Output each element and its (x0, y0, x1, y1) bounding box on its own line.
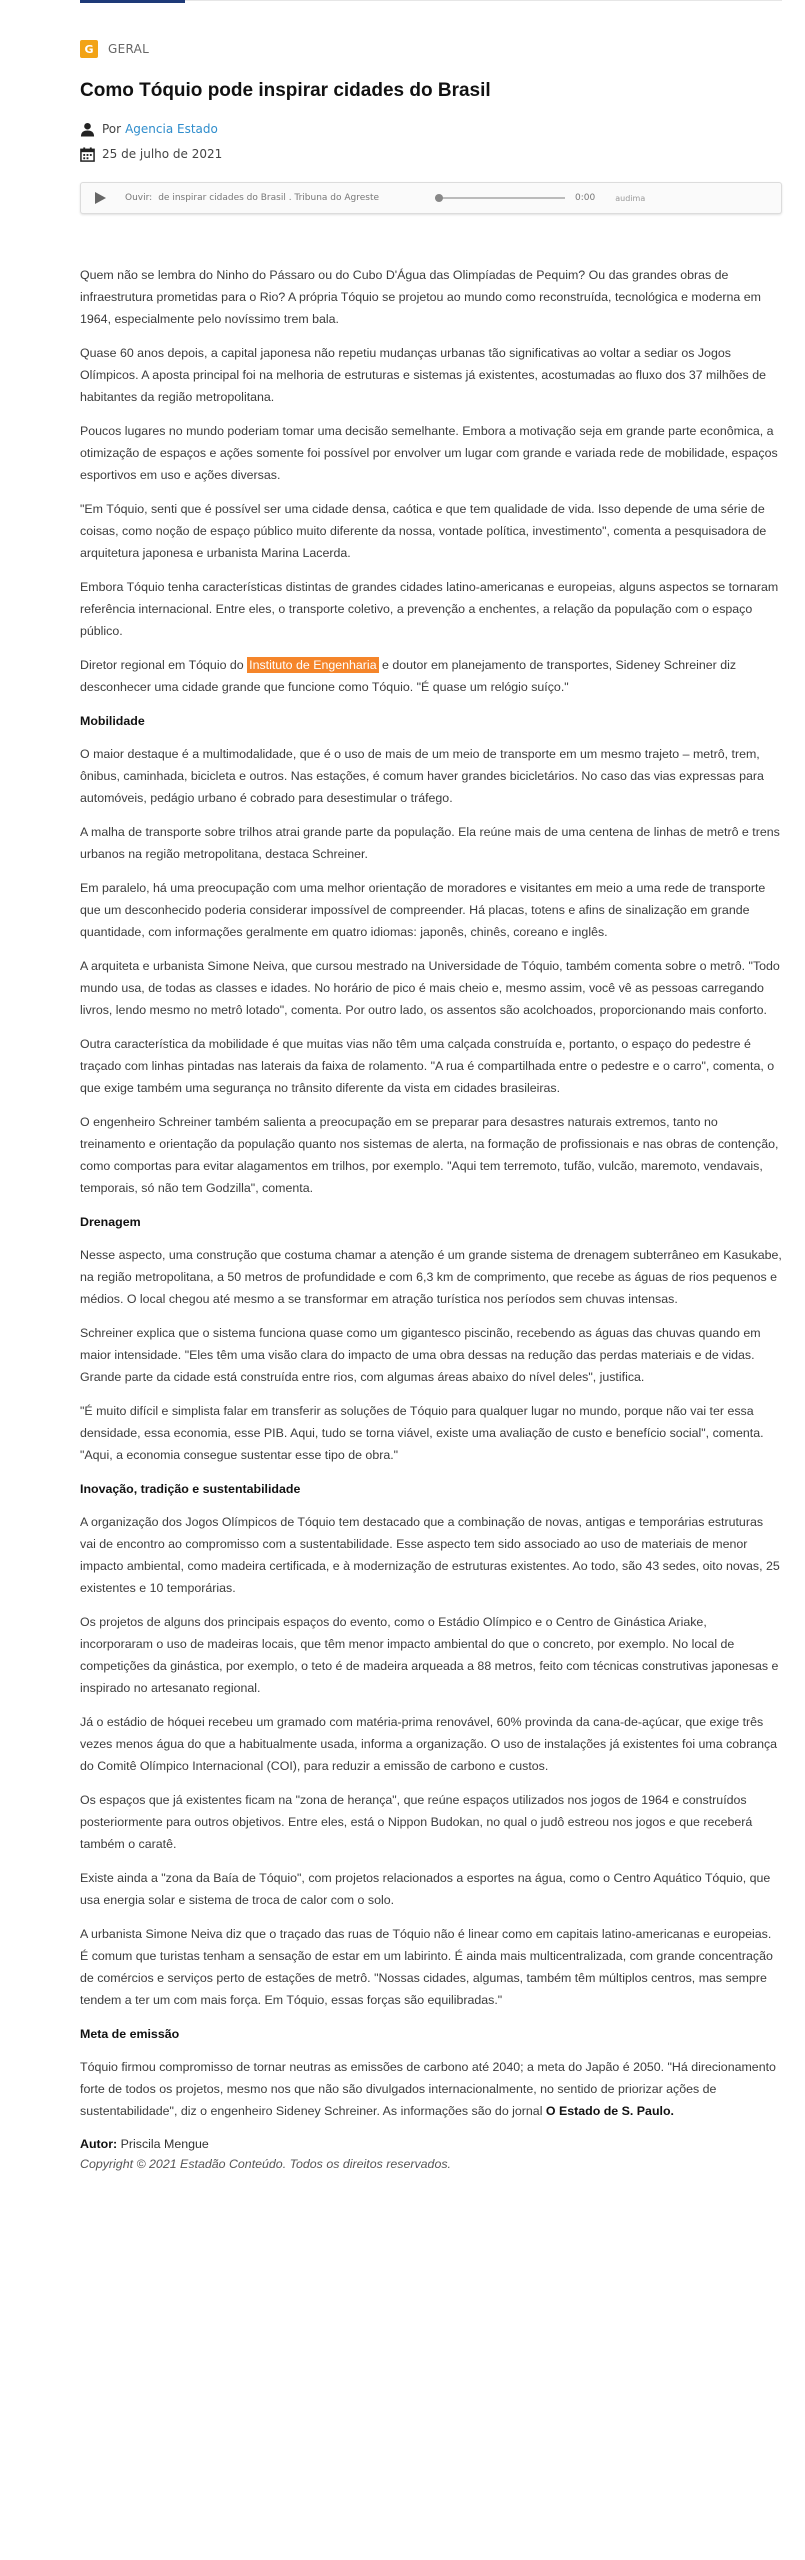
source-newspaper: O Estado de S. Paulo. (545, 2104, 674, 2118)
paragraph: Nesse aspecto, uma construção que costuma chamar a atenção é um grande sistema de drenagem subterrâneo em Kasukabe, na região metropolitana, a 50 metros de profundidade e com 6,3 km de comprimento, que recebe as águas de rios pequenos e médios. O local chegou até mesmo a se transformar em atração turística nos períodos sem chuvas intensas. (80, 1248, 782, 1306)
top-divider (80, 0, 782, 1)
play-icon (93, 191, 107, 205)
paragraph: Existe ainda a "zona da Baía de Tóquio", com projetos relacionados a esportes na água, como o Centro Aquático Tóquio, que usa energia solar e sistema de troca de calor com o solo. (80, 1871, 771, 1907)
calendar-icon (80, 147, 95, 162)
paragraph: Os projetos de alguns dos principais espaços do evento, como o Estádio Olímpico e o Centro de Ginástica Ariake, incorporaram o uso de madeiras locais, que têm menor impacto ambiental do que o concreto, por exemplo. No local de competições da ginástica, por exemplo, o teto é de madeira arqueada a 88 metros, feito com técnicas construtivas japonesas e inspirado no artesanato regional. (80, 1615, 779, 1695)
date-row (80, 146, 782, 162)
paragraph: Quem não se lembra do Ninho do Pássaro ou do Cubo D'Água das Olimpíadas de Pequim? Ou das grandes obras de infraestrutura prometidas para o Rio? A própria Tóquio se projetou ao mundo como reconstruída, tecnológica e moderna em 1964, especialmente pelo novíssimo trem bala. (80, 268, 761, 326)
user-icon (80, 122, 95, 137)
paragraph: O engenheiro Schreiner também salienta a preocupação em se preparar para desastres naturais extremos, tanto no treinamento e orientação da população quanto nos sistemas de alerta, na formação de profissionais e nas obras de contenção, como comportas para evitar alagamentos em trilhos, por exemplo. "Aqui tem terremoto, tufão, vulcão, maremoto, vendavais, temporais, só não tem Godzilla", comenta. (80, 1115, 779, 1195)
paragraph: "Em Tóquio, senti que é possível ser uma cidade densa, caótica e que tem qualidade de vida. Isso depende de uma série de coisas, como noção de espaço público muito diferente da nossa, vontade política, investimento", comenta a pesquisadora de arquitetura japonesa e urbanista Marina Lacerda. (80, 502, 767, 560)
author-prefix: Por (102, 122, 122, 136)
section-heading-meta: Meta de emissão (80, 2027, 180, 2041)
paragraph: Os espaços que já existentes ficam na "zona de herança", que reúne espaços utilizados nos jogos de 1964 e construídos posteriormente para outros objetivos. Entre eles, está o Nippon Budokan, no qual o judô estreou nos jogos e que receberá também o caratê. (80, 1793, 753, 1851)
article-container (80, 30, 782, 2174)
paragraph: O maior destaque é a multimodalidade, que é o uso de mais de um meio de transporte em um mesmo trajeto – metrô, trem, ônibus, caminhada, bicicleta e outros. Nas estações, é comum haver grandes bicicletários. No caso das vias expressas para automóveis, pedágio urbano é cobrado para desestimular o tráfego. (80, 747, 764, 805)
audio-brand-logo[interactable]: audima (615, 193, 646, 203)
paragraph: A organização dos Jogos Olímpicos de Tóquio tem destacado que a combinação de novas, antigas e temporárias estruturas vai de encontro ao compromisso com a sustentabilidade. Esse aspecto tem sido associado ao uso de materiais de menor impacto ambiental, como madeira certificada, e à modernização de estruturas existentes. Ao todo, são 43 sedes, oito novas, 25 existentes e 10 temporárias. (80, 1515, 780, 1595)
paragraph: Diretor regional em Tóquio do Instituto de Engenharia e doutor em planejamento de transportes, Sideney Schreiner diz desconhecer uma cidade grande que funcione como Tóquio. "É quase um relógio suíço." (80, 658, 737, 694)
section-heading-drenagem: Drenagem (80, 1215, 141, 1229)
article-body (80, 264, 782, 2174)
category-badge: G (80, 40, 98, 58)
play-button[interactable] (93, 189, 111, 207)
instituto-engenharia-link[interactable]: Instituto de Engenharia (249, 658, 377, 672)
category-tag[interactable] (80, 38, 782, 60)
paragraph: Embora Tóquio tenha características distintas de grandes cidades latino-americanas e europeias, alguns aspectos se tornaram referência internacional. Entre eles, o transporte coletivo, a prevenção a enchentes, a relação da população com o espaço público. (80, 580, 779, 638)
audio-progress-knob[interactable] (435, 194, 443, 202)
paragraph: A arquiteta e urbanista Simone Neiva, que cursou mestrado na Universidade de Tóquio, também comenta sobre o metrô. "Todo mundo usa, de todas as classes e idades. No horário de pico é mais cheio e, mesmo assim, você vê as pessoas carregando livros, lendo mesmo no metrô lotado", comenta. Por outro lado, os assentos são acolchoados, proporcionando mais conforto. (80, 959, 780, 1017)
article-author-credit (80, 2134, 782, 2154)
category-name[interactable]: GERAL (108, 42, 150, 56)
paragraph: Quase 60 anos depois, a capital japonesa não repetiu mudanças urbanas tão significativas ao voltar a sediar os Jogos Olímpicos. A aposta principal foi na melhoria de estruturas e sistemas já existentes, acostumadas ao fluxo dos 37 milhões de habitantes da região metropolitana. (80, 346, 766, 404)
author-link[interactable]: Agencia Estado (125, 122, 218, 136)
audio-time: 0:00 (575, 193, 596, 203)
copyright-notice: Copyright © 2021 Estadão Conteúdo. Todos os direitos reservados. (80, 2157, 451, 2171)
audio-player (80, 182, 782, 214)
paragraph: "É muito difícil e simplista falar em transferir as soluções de Tóquio para qualquer lugar no mundo, porque não vai ter essa densidade, essa economia, esse PIB. Aqui, tudo se torna viável, existe uma avaliação de custo e benefício social", comenta. "Aqui, a economia consegue sustentar esse tipo de obra." (80, 1404, 764, 1462)
audio-track-title: de inspirar cidades do Brasil . Tribuna do Agreste (158, 193, 380, 203)
paragraph: Tóquio firmou compromisso de tornar neutras as emissões de carbono até 2040; a meta do Japão é 2050. "Há direcionamento forte de todos os projetos, mesmo nos que não são divulgados internacionalmente, no sentido de priorizar ações de sustentabilidade", diz o engenheiro Sideney Schreiner. As informações são do jornal O Estado de S. Paulo. (80, 2060, 776, 2118)
publish-date: 25 de julho de 2021 (102, 147, 223, 161)
audio-listen-label: Ouvir: (125, 193, 153, 203)
paragraph: Outra característica da mobilidade é que muitas vias não têm uma calçada construída e, portanto, o espaço do pedestre é traçado com linhas pintadas nas laterais da faixa de rolamento. "A rua é compartilhada entre o pedestre e o carro", comenta, o que exige também uma segurança no trânsito diferente da vista em cidades brasileiras. (80, 1037, 775, 1095)
section-heading-inovacao: Inovação, tradição e sustentabilidade (80, 1482, 301, 1496)
paragraph: Em paralelo, há uma preocupação com uma melhor orientação de moradores e visitantes em meio a uma rede de transporte que um desconhecido poderia considerar impossível de compreender. Há placas, totens e afins de sinalização em grande quantidade, com informações geralmente em quatro idiomas: japonês, chinês, coreano e inglês. (80, 881, 766, 939)
paragraph: Schreiner explica que o sistema funciona quase como um gigantesco piscinão, recebendo as águas das chuvas quando em maior intensidade. "Eles têm uma visão clara do impacto de uma obra dessas na redução das perdas materiais e de vidas. Grande parte da cidade está construída entre rios, com algumas áreas abaixo do nível deles", justifica. (80, 1326, 761, 1384)
audio-progress-bar[interactable] (435, 197, 565, 199)
section-heading-mobilidade: Mobilidade (80, 714, 145, 728)
author-row (80, 121, 782, 137)
article-title: Como Tóquio pode inspirar cidades do Brasil (80, 80, 491, 101)
top-divider-accent (80, 0, 185, 3)
paragraph: Poucos lugares no mundo poderiam tomar uma decisão semelhante. Embora a motivação seja em grande parte econômica, a otimização de espaços e ações somente foi possível por envolver um lugar com grande e variada rede de mobilidade, espaços esportivos em uso e ações diversas. (80, 424, 778, 482)
author-credit-name: Priscila Mengue (120, 2137, 209, 2151)
paragraph: A urbanista Simone Neiva diz que o traçado das ruas de Tóquio não é linear como em capitais latino-americanas e europeias. É comum que turistas tenham a sensação de estar em um labirinto. É ainda mais multicentralizada, com grande concentração de comércios e serviços perto de estações de metrô. "Nossas cidades, algumas, também têm múltiplos centros, mas sempre tendem a ter um com mais força. Em Tóquio, essas forças são equilibradas." (80, 1927, 773, 2007)
author-credit-label: Autor: (80, 2137, 118, 2151)
paragraph: Já o estádio de hóquei recebeu um gramado com matéria-prima renovável, 60% provinda da cana-de-açúcar, que exige três vezes menos água do que a habitualmente usada, informa a organização. O uso de instalações já existentes foi uma cobrança do Comitê Olímpico Internacional (COI), para reduzir a emissão de carbono e custos. (80, 1715, 778, 1773)
paragraph: A malha de transporte sobre trilhos atrai grande parte da população. Ela reúne mais de uma centena de linhas de metrô e trens urbanos na região metropolitana, destaca Schreiner. (80, 825, 780, 861)
